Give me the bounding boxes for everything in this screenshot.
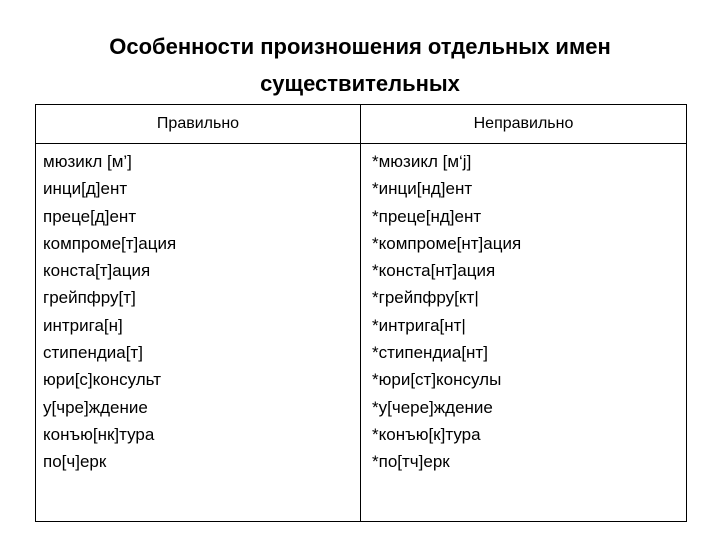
title-line-2: существительных [260,71,460,96]
correct-list [36,144,360,476]
correct-word: преце[д]ент [43,206,137,226]
incorrect-column [361,144,687,522]
incorrect-word: *инци[нд]ент [372,179,473,199]
incorrect-word: *по[тч]ерк [372,452,450,472]
table-body-row [36,144,687,522]
correct-column [36,144,361,522]
correct-word: конста[т]ация [43,261,151,281]
incorrect-word: *преце[нд]ент [372,206,482,226]
header-incorrect: Неправильно [361,105,687,144]
page-title [0,28,720,102]
correct-word: компроме[т]ация [43,233,177,253]
correct-word: у[чре]ждение [43,397,148,417]
incorrect-word: *конъю[к]тура [372,424,481,444]
correct-word: грейпфру[т] [43,288,136,308]
correct-word: конъю[нк]тура [43,424,155,444]
correct-word: по[ч]ерк [43,452,107,472]
title-line-1: Особенности произношения отдельных имен [109,34,611,59]
incorrect-word: *стипендиа[нт] [372,343,488,363]
header-correct: Правильно [36,105,361,144]
pronunciation-table [35,104,687,522]
incorrect-word: *конста[нт]ация [372,261,496,281]
incorrect-word: *у[чере]ждение [372,397,493,417]
correct-word: юри[с]консульт [43,370,161,390]
correct-word: стипендиа[т] [43,343,143,363]
table-header-row [36,105,687,144]
correct-word: инци[д]ент [43,179,128,199]
incorrect-word: *мюзикл [м‘j] [372,152,472,171]
incorrect-word: *юри[ст]консулы [372,370,502,390]
correct-word: мюзикл [м’] [43,152,132,171]
correct-word: интрига[н] [43,315,123,335]
incorrect-word: *компроме[нт]ация [372,233,522,253]
incorrect-word: *интрига[нт| [372,315,466,335]
incorrect-list [361,144,686,476]
incorrect-word: *грейпфру[кт| [372,288,479,308]
